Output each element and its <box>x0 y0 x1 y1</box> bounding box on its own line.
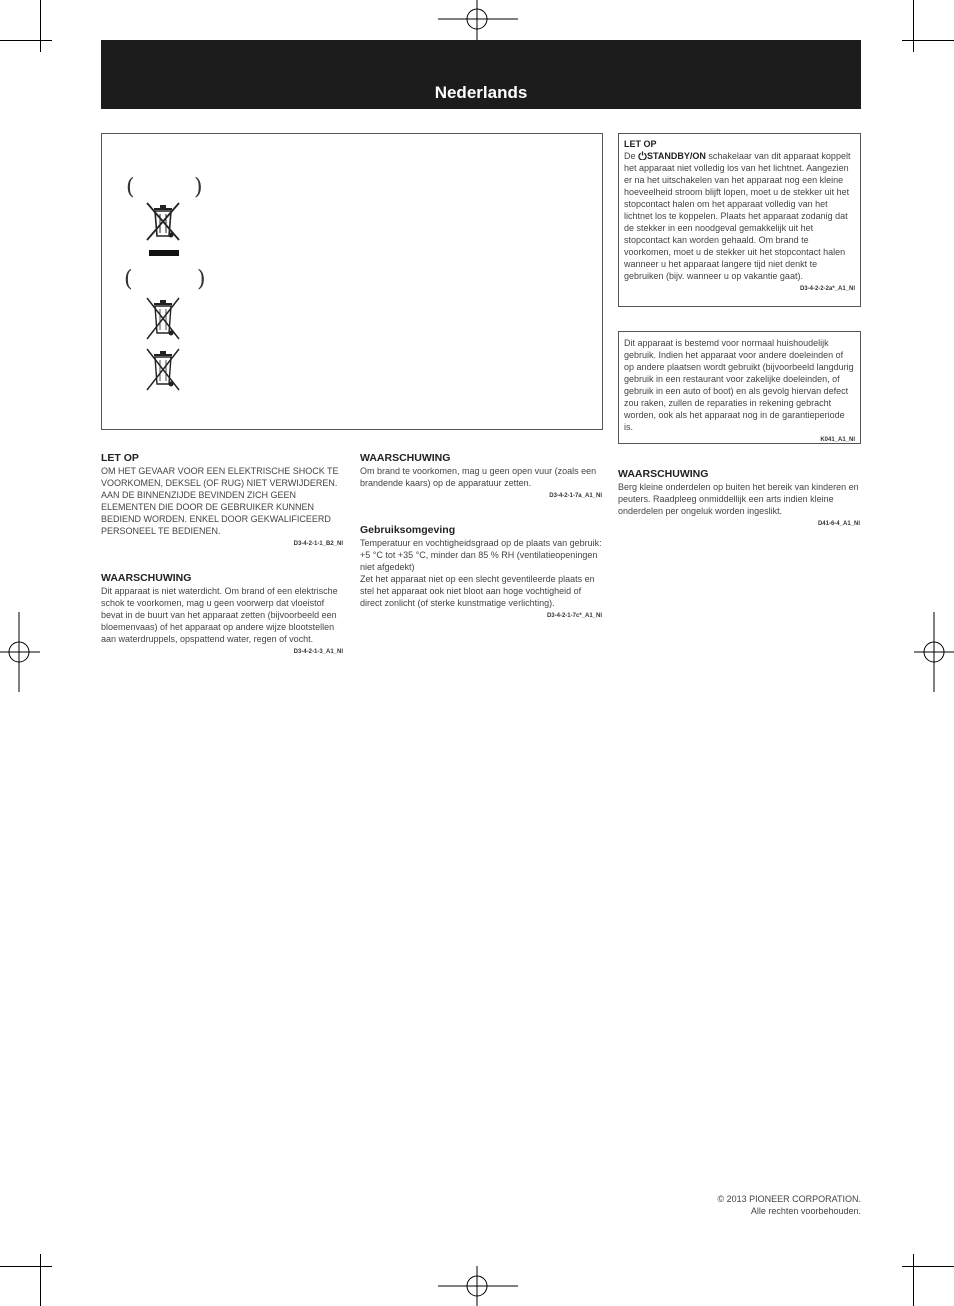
standby-label: STANDBY/ON <box>647 151 706 161</box>
crop-mark <box>902 1266 954 1267</box>
crop-mark <box>40 0 41 52</box>
doc-code: D3-4-2-2-2a*_A1_Nl <box>799 286 855 292</box>
registration-mark-icon <box>914 612 954 692</box>
right-paren: ) <box>194 175 203 200</box>
household-use-text: Dit apparaat is bestemd voor normaal huishoudelijk gebruik. Indien het apparaat voor andere doeleinden of op andere plaatsen wordt gebruikt (bijvoorbeeld langdurig gebruik in een restaurant voor zakelijke doeleinden, of gebruik in een auto of boot) en als gevolg hiervan defect zou raken, zullen de reparaties in rekening gebracht worden, ook als het apparaat nog in de garantieperiode is. <box>624 338 854 432</box>
section-waarschuwing-onderdelen <box>618 468 860 527</box>
rights-line: Alle rechten voorbehouden. <box>750 1206 861 1216</box>
copyright <box>718 1193 862 1217</box>
section-waarschuwing-vuur <box>360 452 602 499</box>
section-waarschuwing-water <box>101 572 343 655</box>
doc-code: K041_A1_Nl <box>820 437 855 443</box>
section-gebruiksomgeving <box>360 524 602 619</box>
section-body: OM HET GEVAAR VOOR EEN ELEKTRISCHE SHOCK TE VOORKOMEN, DEKSEL (OF RUG) NIET VERWIJDEREN. AAN DE BINNENZIJDE BEVINDEN ZICH GEEN ELEMENTEN DIE DOOR DE GEBRUIKER KUNNEN BEDIEND WORDEN. ENKEL DOOR GEKWALIFICEERD PERSONEEL TE BEDIENEN. <box>101 466 339 536</box>
crop-mark <box>40 1254 41 1306</box>
section-let-op <box>101 452 343 547</box>
section-heading: Gebruiksomgeving <box>360 524 456 536</box>
section-body: +5 °C tot +35 °C, minder dan 85 % RH (ventilatieopeningen niet afgedekt) <box>360 550 598 572</box>
crop-mark <box>0 40 52 41</box>
let-op-text: De STANDBY/ON schakelaar van dit apparaat koppelt het apparaat niet volledig los van het lichtnet. Aangezien er na het uitschakelen van het apparaat nog een kleine hoeveelheid stroom blijft lopen, moet u de stekker uit het stopcontact halen om het apparaat volledig van het lichtnet los te koppelen. Plaats het apparaat zodanig dat de stekker in een noodgeval gemakkelijk uit het stopcontact kan worden gehaald. Om brand te voorkomen, moet u de stekker uit het stopcontact halen wanneer u het apparaat langere tijd niet denkt te gebruiken (bijv. wanneer u op vakantie gaat). <box>624 151 851 281</box>
section-heading: WAARSCHUWING <box>618 468 709 480</box>
registration-mark-icon <box>438 0 518 40</box>
doc-code: D3-4-2-1-7c*_A1_Nl <box>546 613 602 619</box>
section-body: Temperatuur en vochtigheidsgraad op de plaats van gebruik: <box>360 538 602 548</box>
left-paren: ( <box>124 267 133 292</box>
section-body: Dit apparaat is niet waterdicht. Om brand of een elektrische schok te voorkomen, mag u geen voorwerp dat vloeistof bevat in de buurt van het apparaat zetten (bijvoorbeeld een bloemenvaas) of het apparaat op andere wijze blootstellen aan waterdruppels, opspattend water, regen of vocht. <box>101 586 338 644</box>
crossed-bin-hg-icon <box>144 348 184 392</box>
power-icon <box>638 151 647 160</box>
crop-mark <box>913 1254 914 1306</box>
doc-code: D3-4-2-1-7a_A1_Nl <box>549 493 602 499</box>
section-heading: WAARSCHUWING <box>101 572 192 584</box>
right-paren: ) <box>197 267 206 292</box>
household-use-box <box>618 331 861 444</box>
doc-code: D3-4-2-1-3_A1_Nl <box>293 649 343 655</box>
section-heading: WAARSCHUWING <box>360 452 451 464</box>
section-body: Berg kleine onderdelen op buiten het bereik van kinderen en peuters. Raadpleeg onmiddellijk een arts indien kleine onderdelen per ongeluk worden ingeslikt. <box>618 482 859 516</box>
left-paren: ( <box>126 175 135 200</box>
crop-mark <box>913 0 914 52</box>
page-title: Nederlands <box>434 83 528 102</box>
disposal-info-box <box>101 133 603 430</box>
section-body: Om brand te voorkomen, mag u geen open vuur (zoals een brandende kaars) op de apparatuur zetten. <box>360 466 597 488</box>
registration-mark-icon <box>0 612 40 692</box>
crop-mark <box>0 1266 52 1267</box>
section-body: Zet het apparaat niet op een slecht geventileerde plaats en stel het apparaat ook niet bloot aan hoge vochtigheid of direct zonlicht (of sterke kunstmatige verlichting). <box>360 574 595 608</box>
crossed-bin-bar-icon <box>144 200 184 262</box>
crop-mark <box>902 40 954 41</box>
section-heading: LET OP <box>101 452 139 464</box>
doc-code: D41-6-4_A1_Nl <box>817 521 860 527</box>
let-op-box <box>618 133 861 307</box>
crossed-bin-pb-icon <box>144 297 184 341</box>
let-op-heading: LET OP <box>624 139 657 149</box>
registration-mark-icon <box>438 1266 518 1306</box>
header-bar <box>101 40 861 109</box>
doc-code: D3-4-2-1-1_B2_Nl <box>293 541 343 547</box>
copyright-line: © 2013 PIONEER CORPORATION. <box>717 1194 861 1204</box>
